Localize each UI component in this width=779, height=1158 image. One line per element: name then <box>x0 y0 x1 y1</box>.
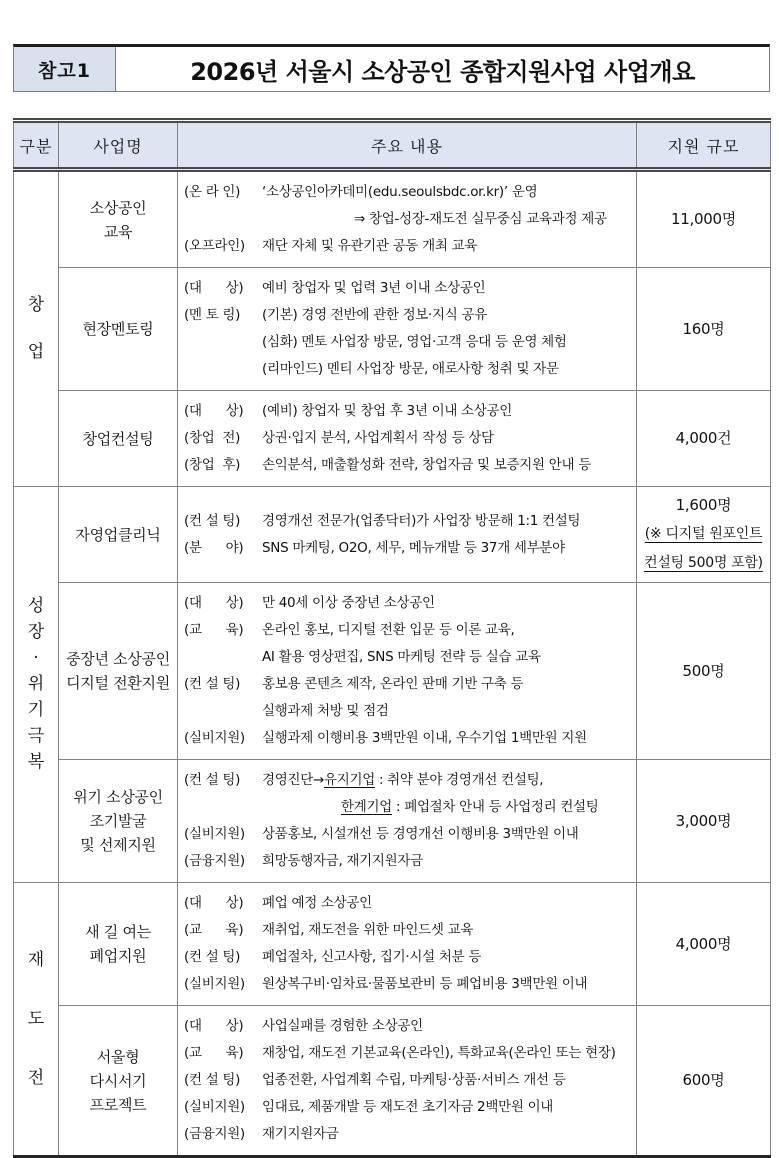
group-label <box>15 598 57 771</box>
program-content-cell <box>178 487 637 583</box>
content-line <box>184 425 631 452</box>
content-line-label: (컨 설 팅) <box>184 772 245 788</box>
program-name-cell <box>59 883 178 1006</box>
content-line <box>184 890 631 917</box>
program-name-cell <box>59 760 178 883</box>
table-row <box>14 883 771 1006</box>
scale-value: 500명 <box>682 661 725 680</box>
program-content-cell <box>178 170 637 268</box>
content-text: 재단 자체 및 유관기관 공동 개최 교육 <box>262 238 478 254</box>
program-name-cell <box>59 170 178 268</box>
support-scale-line <box>639 424 768 453</box>
content-line <box>184 821 631 848</box>
program-name-line: 새 길 여는 <box>85 923 151 941</box>
content-line <box>184 1040 631 1067</box>
content-line-label: (금융지원) <box>184 1126 249 1142</box>
group-char: 기 <box>27 700 45 720</box>
content-line-label: (대 상) <box>184 1018 248 1034</box>
group-char: 복 <box>27 752 45 772</box>
scale-value: 4,000명 <box>675 934 732 953</box>
program-content-cell <box>178 883 637 1006</box>
program-content-cell <box>178 268 637 391</box>
content-line-label: (대 상) <box>184 895 248 911</box>
support-scale-line <box>639 205 768 234</box>
scale-value: 11,000명 <box>671 210 736 228</box>
table-row <box>14 583 771 760</box>
content-text: (심화) 멘토 사업장 방문, 영업·고객 응대 등 운영 체험 <box>262 334 567 350</box>
content-line <box>184 848 631 875</box>
group-cell <box>14 883 59 1157</box>
program-name-cell <box>59 391 178 487</box>
content-text: (리마인드) 멘티 사업장 방문, 애로사항 청취 및 자문 <box>262 361 559 377</box>
content-text: 재창업, 재도전 기본교육(온라인), 특화교육(온라인 또는 현장) <box>262 1045 616 1061</box>
table-header-row <box>14 121 771 170</box>
column-header: 구분 <box>14 121 59 170</box>
program-name-line: 다시서기 <box>89 1071 147 1090</box>
program-name-line: 자영업클리닉 <box>75 525 161 544</box>
program-name-line: 조기발굴 <box>89 812 147 830</box>
support-scale-line <box>639 1066 768 1095</box>
content-text: 상권·입지 분석, 사업계획서 작성 등 상담 <box>262 430 494 446</box>
group-char: · <box>33 648 39 668</box>
content-line <box>184 302 631 329</box>
content-line <box>184 590 631 617</box>
program-name-line: 프로젝트 <box>89 1095 147 1114</box>
content-line <box>184 329 631 356</box>
content-text: 폐업 예정 소상공인 <box>262 895 372 911</box>
content-line <box>184 725 631 752</box>
content-line <box>184 1121 631 1148</box>
content-text: 온라인 홍보, 디지털 전환 입문 등 이론 교육, <box>262 622 515 638</box>
content-line <box>184 356 631 383</box>
group-char: 성 <box>27 596 45 616</box>
group-char: 위 <box>27 674 45 694</box>
group-char: 창 <box>27 295 45 315</box>
content-line-label: (대 상) <box>184 595 248 611</box>
content-line <box>184 535 631 562</box>
group-char: 전 <box>27 1067 45 1088</box>
scale-value: 600명 <box>682 1071 725 1089</box>
program-name-line: 현장멘토링 <box>82 320 154 338</box>
support-scale-line <box>639 491 768 520</box>
content-line <box>184 794 631 821</box>
program-name-line: 디지털 전환지원 <box>66 674 170 692</box>
group-char: 극 <box>27 726 45 746</box>
content-text: 임대료, 제품개발 등 재도전 초기자금 2백만원 이내 <box>262 1099 554 1115</box>
content-text: ⇒ 창업-성장-재도전 실무중심 교육과정 제공 <box>354 211 607 227</box>
content-line <box>184 179 631 206</box>
group-char: 재 <box>27 949 45 970</box>
support-scale-line <box>639 657 768 686</box>
content-text: (예비) 창업자 및 창업 후 3년 이내 소상공인 <box>262 403 513 419</box>
support-scale-cell <box>637 268 771 391</box>
program-name-line: 위기 소상공인 <box>73 788 163 806</box>
column-header: 주요 내용 <box>178 121 637 170</box>
content-line-label: (컨 설 팅) <box>184 512 245 529</box>
content-line <box>184 508 631 535</box>
content-line <box>184 1013 631 1040</box>
column-header: 지원 규모 <box>637 121 771 170</box>
content-text: 희망동행자금, 재기지원자금 <box>262 853 423 869</box>
page-title: 2026년 서울시 소상공인 종합지원사업 사업개요 <box>190 57 695 86</box>
content-text: (기본) 경영 전반에 관한 정보·지식 공유 <box>262 307 487 323</box>
content-line-label: (컨 설 팅) <box>184 949 245 965</box>
content-line <box>184 206 631 233</box>
content-line-label: (컨 설 팅) <box>184 1072 245 1088</box>
content-text: 업종전환, 사업계획 수립, 마케팅·상품·서비스 개선 등 <box>262 1072 566 1088</box>
content-text: 손익분석, 매출활성화 전략, 창업자금 및 보증지원 안내 등 <box>262 457 591 473</box>
scale-value: 4,000건 <box>675 429 732 447</box>
content-line <box>184 275 631 302</box>
group-cell <box>14 170 59 487</box>
support-scale-cell <box>637 487 771 583</box>
table-row <box>14 760 771 883</box>
support-scale-line <box>639 520 768 549</box>
support-scale-cell <box>637 883 771 1006</box>
content-line-label: (컨 설 팅) <box>184 676 245 692</box>
scale-note-underlined: (※ 디지털 원포인트 <box>644 526 763 542</box>
content-line <box>184 671 631 698</box>
content-line <box>184 1067 631 1094</box>
content-text: 홍보용 콘텐츠 제작, 온라인 판매 기반 구축 등 <box>262 676 524 692</box>
program-name-line: 창업컨설팅 <box>82 429 154 448</box>
content-text: 상품홍보, 시설개선 등 경영개선 이행비용 3백만원 이내 <box>262 826 579 842</box>
content-text: 사업실패를 경험한 소상공인 <box>262 1018 423 1034</box>
content-line-label: (실비지원) <box>184 1099 249 1115</box>
support-scale-cell <box>637 391 771 487</box>
group-char: 장 <box>27 622 45 642</box>
content-text: 원상복구비·임차료·물품보관비 등 폐업비용 3백만원 이내 <box>262 976 588 992</box>
support-scale-cell <box>637 583 771 760</box>
content-line <box>184 617 631 644</box>
content-text: 폐업절차, 신고사항, 집기·시설 처분 등 <box>262 949 482 965</box>
content-text: 경영개선 전문가(업종닥터)가 사업장 방문해 1:1 컨설팅 <box>262 512 581 529</box>
group-label <box>15 949 57 1088</box>
content-line <box>184 917 631 944</box>
content-text: 실행과제 처방 및 점검 <box>262 703 389 719</box>
content-line <box>184 452 631 479</box>
content-line <box>184 971 631 998</box>
scale-value: 3,000명 <box>675 811 732 830</box>
program-name-cell <box>59 583 178 760</box>
content-line-label: (교 육) <box>184 622 248 638</box>
content-line-label: (오프라인) <box>184 238 249 254</box>
support-scale-line <box>639 315 768 344</box>
content-line <box>184 644 631 671</box>
program-name-cell <box>59 1006 178 1157</box>
group-char: 도 <box>27 1008 45 1029</box>
program-name-cell <box>59 487 178 583</box>
support-scale-cell <box>637 1006 771 1157</box>
content-line-label: (대 상) <box>184 280 248 296</box>
content-line-label: (실비지원) <box>184 976 249 992</box>
content-text: : 취약 분야 경영개선 컨설팅, <box>374 772 544 788</box>
content-text: 예비 창업자 및 업력 3년 이내 소상공인 <box>262 280 486 296</box>
scale-value: 1,600명 <box>675 496 732 514</box>
group-char: 업 <box>27 342 45 362</box>
content-line <box>184 233 631 260</box>
content-line-label: (분 야) <box>184 539 248 556</box>
support-scale-cell <box>637 760 771 883</box>
content-line <box>184 698 631 725</box>
content-line-label: (온 라 인) <box>184 184 245 200</box>
table-row <box>14 1006 771 1157</box>
support-scale-line <box>639 807 768 836</box>
content-line-label: (교 육) <box>184 922 248 938</box>
table-header <box>14 121 771 170</box>
reference-header <box>13 44 770 92</box>
content-text: 재기지원자금 <box>262 1126 339 1142</box>
scale-value: 160명 <box>682 319 725 338</box>
support-scale-line <box>639 549 768 578</box>
program-name-line: 및 선제지원 <box>80 836 156 854</box>
content-text: 경영진단→ <box>262 772 324 788</box>
support-scale-cell <box>637 170 771 268</box>
table-row <box>14 391 771 487</box>
program-content-cell <box>178 391 637 487</box>
content-text: 만 40세 이상 중장년 소상공인 <box>262 595 435 611</box>
content-line <box>184 1094 631 1121</box>
table-row <box>14 268 771 391</box>
content-line-label: (대 상) <box>184 403 248 419</box>
content-line-label: (실비지원) <box>184 730 249 746</box>
content-line-label: (금융지원) <box>184 853 249 869</box>
scale-note-underlined: 컨설팅 500명 포함) <box>644 555 763 571</box>
program-content-cell <box>178 760 637 883</box>
program-name-line: 교육 <box>103 222 133 241</box>
content-line <box>184 944 631 971</box>
content-text: AI 활용 영상편집, SNS 마케팅 전략 등 실습 교육 <box>262 649 541 665</box>
table-row <box>14 487 771 583</box>
support-scale-line <box>639 930 768 959</box>
content-line <box>184 767 631 794</box>
underlined-text: 유지기업 <box>323 772 375 788</box>
program-name-line: 서울형 <box>96 1047 140 1066</box>
program-content-cell <box>178 583 637 760</box>
underlined-text: 한계기업 <box>341 799 392 815</box>
content-line-label: (실비지원) <box>184 826 249 842</box>
content-text: : 폐업절차 안내 등 사업정리 컨설팅 <box>391 799 599 815</box>
column-header: 사업명 <box>59 121 178 170</box>
group-cell <box>14 487 59 883</box>
content-line-label: (창업 후) <box>184 457 245 473</box>
content-line <box>184 398 631 425</box>
content-text: 실행과제 이행비용 3백만원 이내, 우수기업 1백만원 지원 <box>262 730 587 746</box>
program-name-line: 소상공인 <box>89 198 147 217</box>
reference-tag: 참고1 <box>14 47 116 91</box>
content-text: ‘소상공인아카데미(edu.seoulsbdc.or.kr)’ 운영 <box>262 184 538 200</box>
content-line-label: (교 육) <box>184 1045 248 1061</box>
program-content-cell <box>178 1006 637 1157</box>
content-text: 재취업, 재도전을 위한 마인드셋 교육 <box>262 922 474 938</box>
content-text: SNS 마케팅, O2O, 세무, 메뉴개발 등 37개 세부분야 <box>262 539 565 556</box>
program-name-line: 중장년 소상공인 <box>66 650 170 668</box>
content-line-label: (멘 토 링) <box>184 307 245 323</box>
program-overview-table <box>13 118 771 1158</box>
group-label <box>15 297 57 361</box>
program-name-cell <box>59 268 178 391</box>
program-name-line: 폐업지원 <box>89 947 147 965</box>
content-line-label: (창업 전) <box>184 430 245 446</box>
table-row <box>14 170 771 268</box>
